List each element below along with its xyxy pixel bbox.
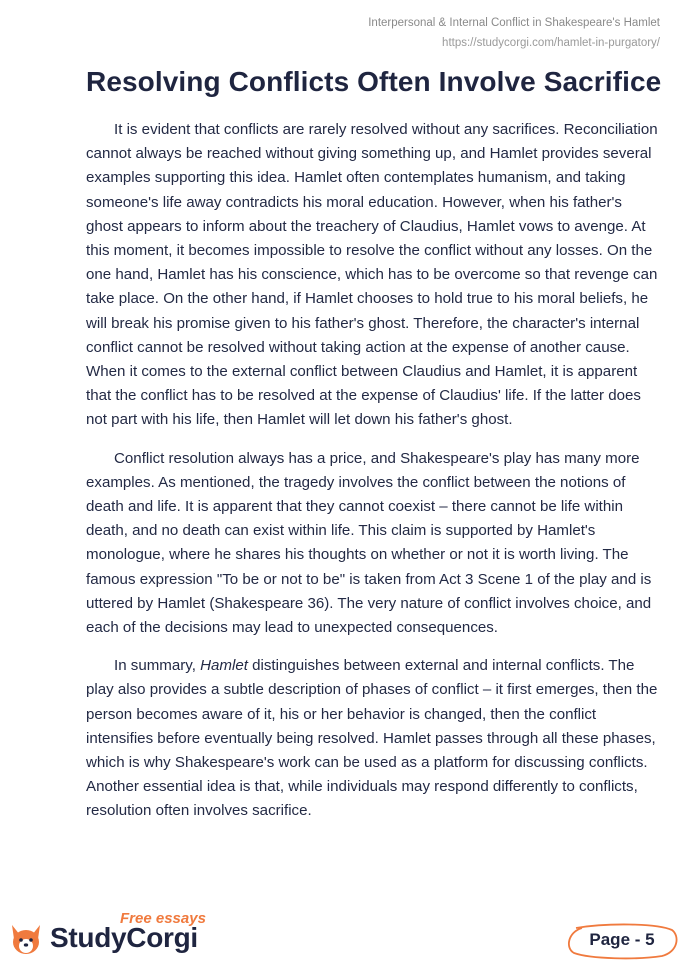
paragraph-3-rest: distinguishes between external and internal conflicts. The play also provides a subtle description of phases of conflict – it first emerges, then the person becomes aware of it, his or her behavior is changed, then the conflict intensifies before eventually being resolved. Hamlet passes through all these phases, which is why Shakespeare's work can be used as a platform for discussing conflicts. Another essential idea is that, while individuals may respond differently to conflicts, resolution often involves sacrifice. [86, 657, 658, 820]
paragraph-1: It is evident that conflicts are rarely resolved without any sacrifices. Reconciliation cannot always be reached without giving something up, and Hamlet provides several examples supporting this idea. Hamlet often contemplates humanism, and taking someone's life away contradicts his moral education. However, when his father's ghost appears to inform about the treachery of Claudius, Hamlet vows to avenge. At this moment, it becomes impossible to resolve the conflict without any losses. On the one hand, Hamlet has his conscience, which has to be overcome so that revenge can take place. On the other hand, if Hamlet chooses to hold true to his moral beliefs, he will break his promise given to his father's ghost. Therefore, the character's internal conflict cannot be resolved without taking action at the expense of another cause. When it comes to the external conflict between Claudius and Hamlet, it is apparent that the conflict has to be resolved at the expense of Claudius' life. If the latter does not part with his life, then Hamlet will let down his father's ghost. [86, 121, 658, 429]
corgi-icon [8, 921, 44, 957]
page-number-badge [566, 922, 678, 958]
logo-tagline: Free essays [120, 910, 206, 927]
essay-body [86, 118, 662, 838]
paragraph-2: Conflict resolution always has a price, and Shakespeare's play has many more examples. As mentioned, the tragedy involves the conflict between the notions of death and life. It is apparent that they cannot coexist – there cannot be life within death, and no death can exist within life. This claim is supported by Hamlet's monologue, where he shares his thoughts on whether or not it is worth living. The famous expression "To be or not to be" is taken from Act 3 Scene 1 of the play and is uttered by Hamlet (Shakespeare 36). The very nature of conflict involves choice, and each of the decisions may lead to unexpected consequences. [86, 449, 652, 637]
page-number: Page - 5 [589, 930, 655, 949]
paragraph-3 [86, 654, 662, 823]
logo-wordmark: StudyCorgi [50, 922, 198, 953]
document-title: Interpersonal & Internal Conflict in Shakespeare's Hamlet [368, 17, 660, 29]
source-url[interactable]: https://studycorgi.com/hamlet-in-purgatory/ [442, 37, 660, 49]
section-heading: Resolving Conflicts Often Involve Sacrifice [86, 66, 662, 97]
page-header [368, 13, 660, 53]
paragraph-3-prefix: In summary, [114, 657, 201, 675]
play-title-italic: Hamlet [200, 657, 248, 675]
